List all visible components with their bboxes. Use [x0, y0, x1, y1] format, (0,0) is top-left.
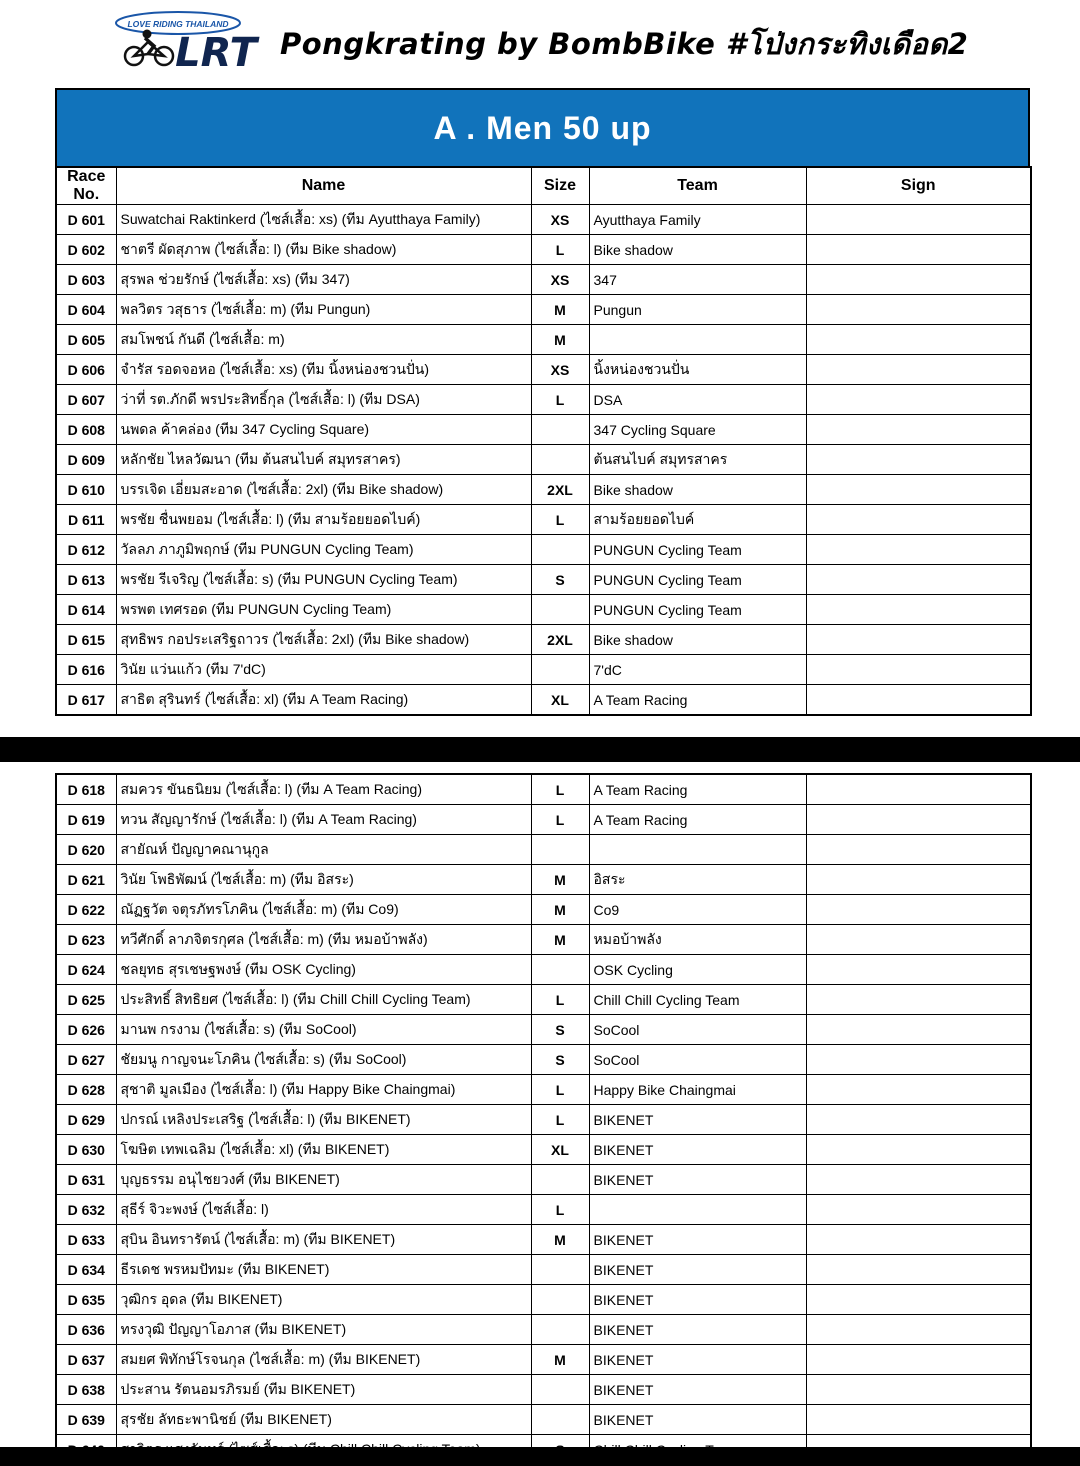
race-no-cell: D 626 [56, 1015, 116, 1045]
table-row [56, 1405, 1031, 1435]
name-cell: สุรพล ช่วยรักษ์ (ไซส์เสื้อ: xs) (ทีม 347) [116, 265, 531, 295]
race-no-cell: D 637 [56, 1345, 116, 1375]
team-cell: Chill Chill Cycling Team [589, 985, 806, 1015]
size-cell [531, 445, 589, 475]
team-cell: BIKENET [589, 1225, 806, 1255]
race-no-cell: D 638 [56, 1375, 116, 1405]
name-cell: ประสิทธิ์ สิทธิยศ (ไซส์เสื้อ: l) (ทีม Chill Chill Cycling Team) [116, 985, 531, 1015]
table-row [56, 774, 1031, 805]
sign-cell [806, 655, 1031, 685]
table-row [56, 1285, 1031, 1315]
table-row [56, 1135, 1031, 1165]
table-row [56, 625, 1031, 655]
table-row [56, 1075, 1031, 1105]
race-no-cell: D 611 [56, 505, 116, 535]
race-no-cell: D 622 [56, 895, 116, 925]
size-cell [531, 535, 589, 565]
name-cell: สุชาติ มูลเมือง (ไซส์เสื้อ: l) (ทีม Happy Bike Chaingmai) [116, 1075, 531, 1105]
column-header-team: Team [589, 167, 806, 205]
name-cell: จำรัส รอดจอหอ (ไซส์เสื้อ: xs) (ทีม นิ้งหน่องชวนปั่น) [116, 355, 531, 385]
table-row [56, 865, 1031, 895]
team-cell: 347 Cycling Square [589, 415, 806, 445]
sign-cell [806, 475, 1031, 505]
table-row [56, 1045, 1031, 1075]
size-cell: L [531, 805, 589, 835]
team-cell: BIKENET [589, 1105, 806, 1135]
team-cell: BIKENET [589, 1315, 806, 1345]
table-row [56, 1315, 1031, 1345]
team-cell: Bike shadow [589, 475, 806, 505]
size-cell [531, 1405, 589, 1435]
sign-cell [806, 895, 1031, 925]
sign-cell [806, 535, 1031, 565]
sign-cell [806, 235, 1031, 265]
team-cell: นิ้งหน่องชวนปั่น [589, 355, 806, 385]
table-row [56, 835, 1031, 865]
team-cell: Pungun [589, 295, 806, 325]
size-cell: S [531, 1015, 589, 1045]
team-cell: อิสระ [589, 865, 806, 895]
size-cell [531, 955, 589, 985]
race-no-cell: D 621 [56, 865, 116, 895]
name-cell: สุทธิพร กอประเสริฐถาวร (ไซส์เสื้อ: 2xl) (ทีม Bike shadow) [116, 625, 531, 655]
name-cell: บุญธรรม อนุไชยวงศ์ (ทีม BIKENET) [116, 1165, 531, 1195]
team-cell: SoCool [589, 1045, 806, 1075]
table-row [56, 445, 1031, 475]
name-cell: สายัณห์ ปัญญาคณานุกูล [116, 835, 531, 865]
name-cell: ทรงวุฒิ ปัญญาโอภาส (ทีม BIKENET) [116, 1315, 531, 1345]
sign-cell [806, 1195, 1031, 1225]
size-cell: XS [531, 355, 589, 385]
logo-top-text: LOVE RIDING THAILAND [127, 18, 229, 29]
table-header-row [56, 167, 1031, 205]
size-cell: S [531, 1435, 589, 1466]
size-cell: XS [531, 265, 589, 295]
column-header-name: Name [116, 167, 531, 205]
race-no-cell: D 616 [56, 655, 116, 685]
size-cell: 2XL [531, 625, 589, 655]
race-no-cell: D 625 [56, 985, 116, 1015]
table-row [56, 895, 1031, 925]
sign-cell [806, 835, 1031, 865]
table-row [56, 535, 1031, 565]
table-row [56, 235, 1031, 265]
name-cell: ชาตรี ผัดสุภาพ (ไซส์เสื้อ: l) (ทีม Bike shadow) [116, 235, 531, 265]
team-cell: A Team Racing [589, 774, 806, 805]
size-cell: L [531, 1105, 589, 1135]
table-row [56, 1105, 1031, 1135]
race-no-cell: D 601 [56, 205, 116, 235]
roster-table-page2 [55, 773, 1032, 1466]
sign-cell [806, 1015, 1031, 1045]
sign-cell [806, 1075, 1031, 1105]
race-no-cell: D 608 [56, 415, 116, 445]
table-row [56, 655, 1031, 685]
name-cell: พรชัย ชื่นพยอม (ไซส์เสื้อ: l) (ทีม สามร้อยยอดไบค์) [116, 505, 531, 535]
race-no-cell: D 628 [56, 1075, 116, 1105]
size-cell [531, 1255, 589, 1285]
sign-cell [806, 1165, 1031, 1195]
table-row [56, 805, 1031, 835]
category-title: A . Men 50 up [433, 109, 652, 146]
team-cell: BIKENET [589, 1255, 806, 1285]
sign-cell [806, 1315, 1031, 1345]
size-cell: L [531, 774, 589, 805]
race-no-cell: D 614 [56, 595, 116, 625]
race-no-cell: D 618 [56, 774, 116, 805]
size-cell: L [531, 235, 589, 265]
sign-cell [806, 265, 1031, 295]
table-row [56, 1375, 1031, 1405]
team-cell: PUNGUN Cycling Team [589, 565, 806, 595]
team-cell: Happy Bike Chaingmai [589, 1075, 806, 1105]
team-cell: A Team Racing [589, 805, 806, 835]
name-cell: วินัย แว่นแก้ว (ทีม 7'dC) [116, 655, 531, 685]
team-cell: BIKENET [589, 1165, 806, 1195]
race-no-cell: D 635 [56, 1285, 116, 1315]
team-cell: BIKENET [589, 1135, 806, 1165]
table-row [56, 565, 1031, 595]
race-no-cell: D 639 [56, 1405, 116, 1435]
sign-cell [806, 685, 1031, 716]
column-header-race-no: Race No. [56, 167, 116, 205]
team-cell: หมอบ้าพลัง [589, 925, 806, 955]
sign-cell [806, 805, 1031, 835]
size-cell [531, 1285, 589, 1315]
team-cell: PUNGUN Cycling Team [589, 535, 806, 565]
table-row [56, 505, 1031, 535]
sign-cell [806, 1435, 1031, 1466]
team-cell: A Team Racing [589, 685, 806, 716]
size-cell [531, 1315, 589, 1345]
team-cell: BIKENET [589, 1285, 806, 1315]
table-row [56, 325, 1031, 355]
race-no-cell: D 612 [56, 535, 116, 565]
size-cell: S [531, 565, 589, 595]
name-cell: มานพ กรงาม (ไซส์เสื้อ: s) (ทีม SoCool) [116, 1015, 531, 1045]
size-cell [531, 595, 589, 625]
size-cell: XL [531, 685, 589, 716]
size-cell: L [531, 385, 589, 415]
race-no-cell: D 613 [56, 565, 116, 595]
team-cell: 7'dC [589, 655, 806, 685]
team-cell: สามร้อยยอดไบค์ [589, 505, 806, 535]
column-header-size: Size [531, 167, 589, 205]
document-title: Pongkrating by BombBike #โป่งกระทิงเดือด2 [280, 27, 969, 61]
sign-cell [806, 415, 1031, 445]
name-cell: ชัยมนู กาญจนะโภคิน (ไซส์เสื้อ: s) (ทีม SoCool) [116, 1045, 531, 1075]
team-cell: PUNGUN Cycling Team [589, 595, 806, 625]
name-cell: วัลลภ ภาภูมิพฤกษ์ (ทีม PUNGUN Cycling Team) [116, 535, 531, 565]
size-cell [531, 835, 589, 865]
name-cell: สุธีร์ จิวะพงษ์ (ไซส์เสื้อ: l) [116, 1195, 531, 1225]
team-cell: BIKENET [589, 1345, 806, 1375]
team-cell: BIKENET [589, 1405, 806, 1435]
sign-cell [806, 505, 1031, 535]
name-cell: นพดล ค้าคล่อง (ทีม 347 Cycling Square) [116, 415, 531, 445]
race-no-cell: D 630 [56, 1135, 116, 1165]
race-no-cell: D 633 [56, 1225, 116, 1255]
size-cell [531, 1165, 589, 1195]
table-row [56, 265, 1031, 295]
sign-cell [806, 865, 1031, 895]
size-cell: L [531, 985, 589, 1015]
team-cell: BIKENET [589, 1375, 806, 1405]
page-2 [0, 762, 1080, 1458]
race-no-cell: D 636 [56, 1315, 116, 1345]
sign-cell [806, 1255, 1031, 1285]
sign-cell [806, 445, 1031, 475]
team-cell: Co9 [589, 895, 806, 925]
table-row [56, 985, 1031, 1015]
team-cell: OSK Cycling [589, 955, 806, 985]
race-no-cell: D 629 [56, 1105, 116, 1135]
team-cell: Bike shadow [589, 235, 806, 265]
table-row [56, 205, 1031, 235]
table-row [56, 385, 1031, 415]
sign-cell [806, 1405, 1031, 1435]
team-cell: Chill Chill Cycling Team [589, 1435, 806, 1466]
race-no-cell: D 632 [56, 1195, 116, 1225]
race-no-cell: D 605 [56, 325, 116, 355]
size-cell: XL [531, 1135, 589, 1165]
table-container-page2 [55, 773, 1030, 1466]
table-row [56, 955, 1031, 985]
name-cell: พรพต เทศรอด (ทีม PUNGUN Cycling Team) [116, 595, 531, 625]
name-cell: หลักชัย ไหลวัฒนา (ทีม ต้นสนไบค์ สมุทรสาคร) [116, 445, 531, 475]
sign-cell [806, 1225, 1031, 1255]
team-cell [589, 325, 806, 355]
team-cell [589, 835, 806, 865]
document-header [0, 0, 1080, 88]
team-cell: ต้นสนไบค์ สมุทรสาคร [589, 445, 806, 475]
logo-initials: LRT [175, 29, 257, 76]
size-cell: M [531, 925, 589, 955]
sign-cell [806, 355, 1031, 385]
name-cell: ธีรเดช พรหมปัทมะ (ทีม BIKENET) [116, 1255, 531, 1285]
race-no-cell: D 602 [56, 235, 116, 265]
table-row [56, 685, 1031, 716]
team-cell: Ayutthaya Family [589, 205, 806, 235]
race-no-cell: D 607 [56, 385, 116, 415]
cyclist-head [143, 29, 152, 38]
table-row [56, 1255, 1031, 1285]
race-no-cell: D 615 [56, 625, 116, 655]
team-cell: SoCool [589, 1015, 806, 1045]
sign-cell [806, 595, 1031, 625]
lrt-cycling-logo [112, 10, 264, 79]
sign-cell [806, 385, 1031, 415]
name-cell: สาธิต สุรินทร์ (ไซส์เสื้อ: xl) (ทีม A Team Racing) [116, 685, 531, 716]
table-row [56, 355, 1031, 385]
race-no-cell: D 640 [56, 1435, 116, 1466]
size-cell: L [531, 505, 589, 535]
roster-table-page1 [55, 166, 1032, 716]
name-cell: ณัฏฐวัต จตุรภัทรโภคิน (ไซส์เสื้อ: m) (ทีม Co9) [116, 895, 531, 925]
sign-cell [806, 1135, 1031, 1165]
table-row [56, 595, 1031, 625]
race-no-cell: D 620 [56, 835, 116, 865]
cyclist-logo-icon [112, 10, 264, 74]
sign-cell [806, 774, 1031, 805]
name-cell: วินัย โพธิพัฒน์ (ไซส์เสื้อ: m) (ทีม อิสระ) [116, 865, 531, 895]
table-row [56, 1225, 1031, 1255]
sign-cell [806, 205, 1031, 235]
name-cell: สมโพชน์ กันดี (ไซส์เสื้อ: m) [116, 325, 531, 355]
team-cell [589, 1195, 806, 1225]
name-cell: ว่าที่ รต.ภักดี พรประสิทธิ์กุล (ไซส์เสื้อ: l) (ทีม DSA) [116, 385, 531, 415]
name-cell: สุรชัย ลัทธะพานิชย์ (ทีม BIKENET) [116, 1405, 531, 1435]
table-row [56, 925, 1031, 955]
table-row [56, 1165, 1031, 1195]
sign-cell [806, 1345, 1031, 1375]
size-cell: M [531, 865, 589, 895]
table-row [56, 1195, 1031, 1225]
name-cell: พลวิตร วสุธาร (ไซส์เสื้อ: m) (ทีม Pungun) [116, 295, 531, 325]
name-cell: พรชัย รีเจริญ (ไซส์เสื้อ: s) (ทีม PUNGUN Cycling Team) [116, 565, 531, 595]
race-no-cell: D 603 [56, 265, 116, 295]
table-row [56, 1345, 1031, 1375]
name-cell: ปกรณ์ เหลิงประเสริฐ (ไซส์เสื้อ: l) (ทีม BIKENET) [116, 1105, 531, 1135]
team-cell: Bike shadow [589, 625, 806, 655]
race-no-cell: D 610 [56, 475, 116, 505]
size-cell: S [531, 1045, 589, 1075]
table-container-page1 [55, 88, 1030, 716]
size-cell: 2XL [531, 475, 589, 505]
race-no-cell: D 609 [56, 445, 116, 475]
name-cell: ทวีศักดิ์ ลาภจิตรกุศล (ไซส์เสื้อ: m) (ทีม หมอบ้าพลัง) [116, 925, 531, 955]
name-cell: ทวน สัญญารักษ์ (ไซส์เสื้อ: l) (ทีม A Team Racing) [116, 805, 531, 835]
table-row [56, 1435, 1031, 1466]
size-cell: M [531, 895, 589, 925]
team-cell: 347 [589, 265, 806, 295]
name-cell: สมควร ขันธนิยม (ไซส์เสื้อ: l) (ทีม A Team Racing) [116, 774, 531, 805]
sign-cell [806, 1105, 1031, 1135]
race-no-cell: D 606 [56, 355, 116, 385]
size-cell [531, 415, 589, 445]
category-header-bar [55, 88, 1030, 166]
size-cell: M [531, 1225, 589, 1255]
race-no-cell: D 631 [56, 1165, 116, 1195]
column-header-sign: Sign [806, 167, 1031, 205]
sign-cell [806, 985, 1031, 1015]
size-cell [531, 1375, 589, 1405]
name-cell: Suwatchai Raktinkerd (ไซส์เสื้อ: xs) (ทีม Ayutthaya Family) [116, 205, 531, 235]
team-cell: DSA [589, 385, 806, 415]
table-row [56, 475, 1031, 505]
race-no-cell: D 623 [56, 925, 116, 955]
sign-cell [806, 955, 1031, 985]
sign-cell [806, 1285, 1031, 1315]
race-no-cell: D 627 [56, 1045, 116, 1075]
size-cell: L [531, 1075, 589, 1105]
table-row [56, 415, 1031, 445]
size-cell: XS [531, 205, 589, 235]
name-cell: บรรเจิด เอี่ยมสะอาด (ไซส์เสื้อ: 2xl) (ทีม Bike shadow) [116, 475, 531, 505]
sign-cell [806, 1045, 1031, 1075]
size-cell [531, 655, 589, 685]
table-row [56, 295, 1031, 325]
size-cell: M [531, 325, 589, 355]
table-row [56, 1015, 1031, 1045]
size-cell: M [531, 295, 589, 325]
name-cell: ชลยุทธ สุรเชษฐพงษ์ (ทีม OSK Cycling) [116, 955, 531, 985]
sign-cell [806, 325, 1031, 355]
name-cell: สุบิน อินทรารัตน์ (ไซส์เสื้อ: m) (ทีม BIKENET) [116, 1225, 531, 1255]
cyclist-body [145, 38, 154, 54]
sign-cell [806, 625, 1031, 655]
sign-cell [806, 565, 1031, 595]
name-cell: สมยศ พิทักษ์โรจนกุล (ไซส์เสื้อ: m) (ทีม BIKENET) [116, 1345, 531, 1375]
name-cell: ประสาน รัตนอมรภิรมย์ (ทีม BIKENET) [116, 1375, 531, 1405]
page-gap [0, 737, 1080, 762]
size-cell: L [531, 1195, 589, 1225]
name-cell: โฆษิต เทพเฉลิม (ไซส์เสื้อ: xl) (ทีม BIKENET) [116, 1135, 531, 1165]
race-no-cell: D 624 [56, 955, 116, 985]
race-no-cell: D 619 [56, 805, 116, 835]
race-no-cell: D 604 [56, 295, 116, 325]
sign-cell [806, 925, 1031, 955]
sign-cell [806, 1375, 1031, 1405]
size-cell: M [531, 1345, 589, 1375]
sign-cell [806, 295, 1031, 325]
race-no-cell: D 634 [56, 1255, 116, 1285]
race-no-cell: D 617 [56, 685, 116, 716]
name-cell: วุฒิกร อุดล (ทีม BIKENET) [116, 1285, 531, 1315]
name-cell: สาวิตร แสงจันทร์ (ไซส์เสื้อ: s) (ทีม Chill Chill Cycling Team) [116, 1435, 531, 1466]
